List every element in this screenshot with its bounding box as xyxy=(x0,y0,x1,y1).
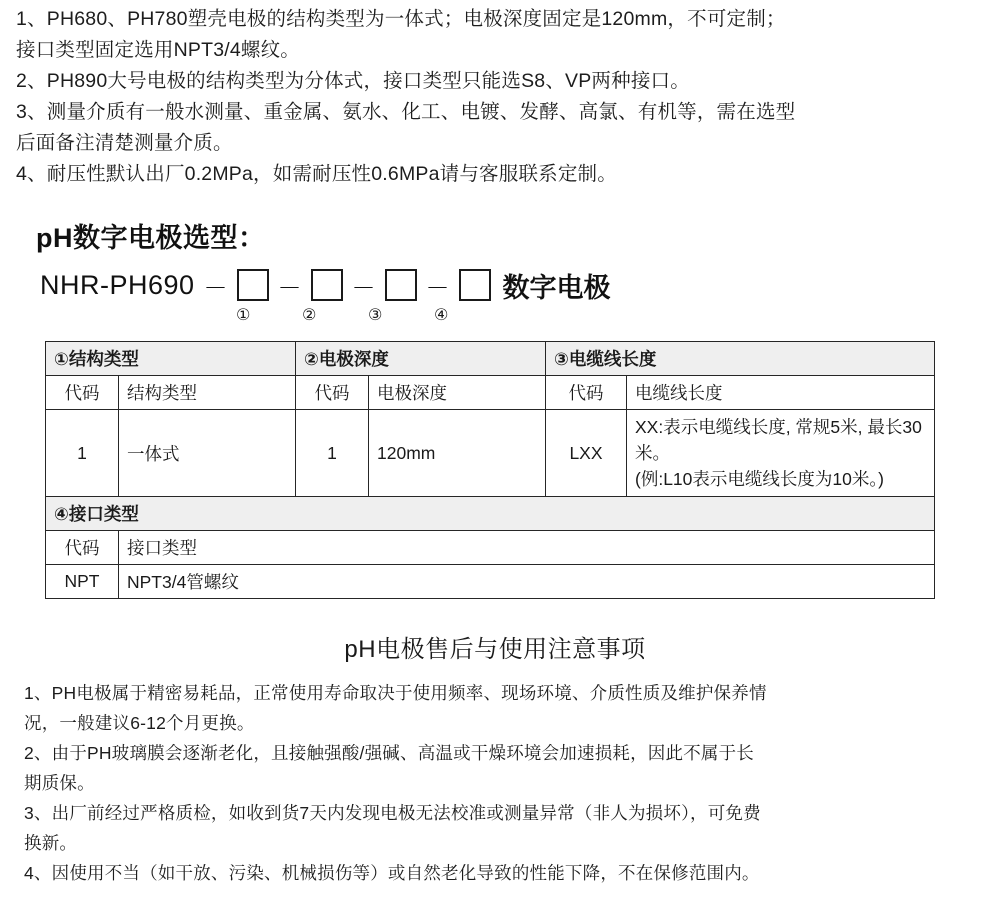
group-header-interface: ④接口类型 xyxy=(46,497,935,531)
after-sales-line: 4、因使用不当（如干放、污染、机械损伤等）或自然老化导致的性能下降，不在保修范围内。 xyxy=(24,863,760,883)
after-sales-line: 1、PH电极属于精密易耗品，正常使用寿命取决于使用频率、现场环境、介质性质及维护保养情 xyxy=(24,683,767,703)
marker-4: ④ xyxy=(434,307,449,324)
col-header-cable: 电缆线长度 xyxy=(627,376,935,410)
col-header-depth: 电极深度 xyxy=(369,376,546,410)
col-header-code: 代码 xyxy=(546,376,627,410)
section-title: pH数字电极选型： xyxy=(36,223,266,253)
after-sales-line: 2、由于PH玻璃膜会逐渐老化，且接触强酸/强碱、高温或干燥环境会加速损耗，因此不属于长 xyxy=(24,743,755,763)
cell-cable-desc xyxy=(627,410,935,497)
after-sales-line: 期质保。 xyxy=(24,773,95,793)
cable-desc-line-2: (例:L10表示电缆线长度为10米。) xyxy=(635,469,884,489)
group-header-cable: ③电缆线长度 xyxy=(546,342,935,376)
cell-structure-name: 一体式 xyxy=(119,410,296,497)
table-row xyxy=(46,376,935,410)
dash-separator: － xyxy=(425,274,450,302)
model-slot-1 xyxy=(237,269,269,301)
selection-table xyxy=(45,341,935,599)
group-header-depth: ②电极深度 xyxy=(296,342,546,376)
model-slot-2 xyxy=(311,269,343,301)
cell-cable-code: LXX xyxy=(546,410,627,497)
cell-structure-code: 1 xyxy=(46,410,119,497)
model-slot-markers xyxy=(40,305,990,327)
model-slot-4 xyxy=(459,269,491,301)
model-prefix: NHR-PH690 xyxy=(40,269,195,300)
note-line: 接口类型固定选用NPT3/4螺纹。 xyxy=(16,39,301,61)
after-sales-title: pH电极售后与使用注意事项 xyxy=(344,636,646,663)
after-sales-block xyxy=(0,678,990,888)
marker-3: ③ xyxy=(368,307,383,324)
after-sales-line: 况，一般建议6-12个月更换。 xyxy=(24,713,255,733)
table-row xyxy=(46,497,935,531)
marker-1: ① xyxy=(236,307,251,324)
col-header-interface: 接口类型 xyxy=(119,531,935,565)
note-line: 后面备注清楚测量介质。 xyxy=(16,132,233,154)
col-header-code: 代码 xyxy=(296,376,369,410)
cell-interface-code: NPT xyxy=(46,565,119,599)
col-header-structure: 结构类型 xyxy=(119,376,296,410)
dash-separator: － xyxy=(203,274,228,302)
dash-separator: － xyxy=(277,274,302,302)
note-line: 3、测量介质有一般水测量、重金属、氨水、化工、电镀、发酵、高氯、有机等，需在选型 xyxy=(16,101,796,123)
model-code-row xyxy=(40,265,990,305)
note-line: 2、PH890大号电极的结构类型为分体式，接口类型只能选S8、VP两种接口。 xyxy=(16,70,690,92)
table-row xyxy=(46,531,935,565)
cell-depth-value: 120mm xyxy=(369,410,546,497)
cable-desc-line-1: XX:表示电缆线长度, 常规5米, 最长30米。 xyxy=(635,417,922,463)
col-header-code: 代码 xyxy=(46,376,119,410)
col-header-code: 代码 xyxy=(46,531,119,565)
table-row xyxy=(46,342,935,376)
after-sales-line: 换新。 xyxy=(24,833,78,853)
note-line: 4、耐压性默认出厂0.2MPa，如需耐压性0.6MPa请与客服联系定制。 xyxy=(16,163,617,185)
dash-separator: － xyxy=(351,274,376,302)
cell-interface-name: NPT3/4管螺纹 xyxy=(119,565,935,599)
note-line: 1、PH680、PH780塑壳电极的结构类型为一体式；电极深度固定是120mm，不可定制； xyxy=(16,8,786,30)
notes-block xyxy=(0,0,990,190)
marker-2: ② xyxy=(302,307,317,324)
after-sales-line: 3、出厂前经过严格质检，如收到货7天内发现电极无法校准或测量异常（非人为损坏），可免费 xyxy=(24,803,761,823)
group-header-structure: ①结构类型 xyxy=(46,342,296,376)
table-row xyxy=(46,565,935,599)
table-row xyxy=(46,410,935,497)
model-suffix: 数字电极 xyxy=(502,272,611,303)
model-slot-3 xyxy=(385,269,417,301)
cell-depth-code: 1 xyxy=(296,410,369,497)
